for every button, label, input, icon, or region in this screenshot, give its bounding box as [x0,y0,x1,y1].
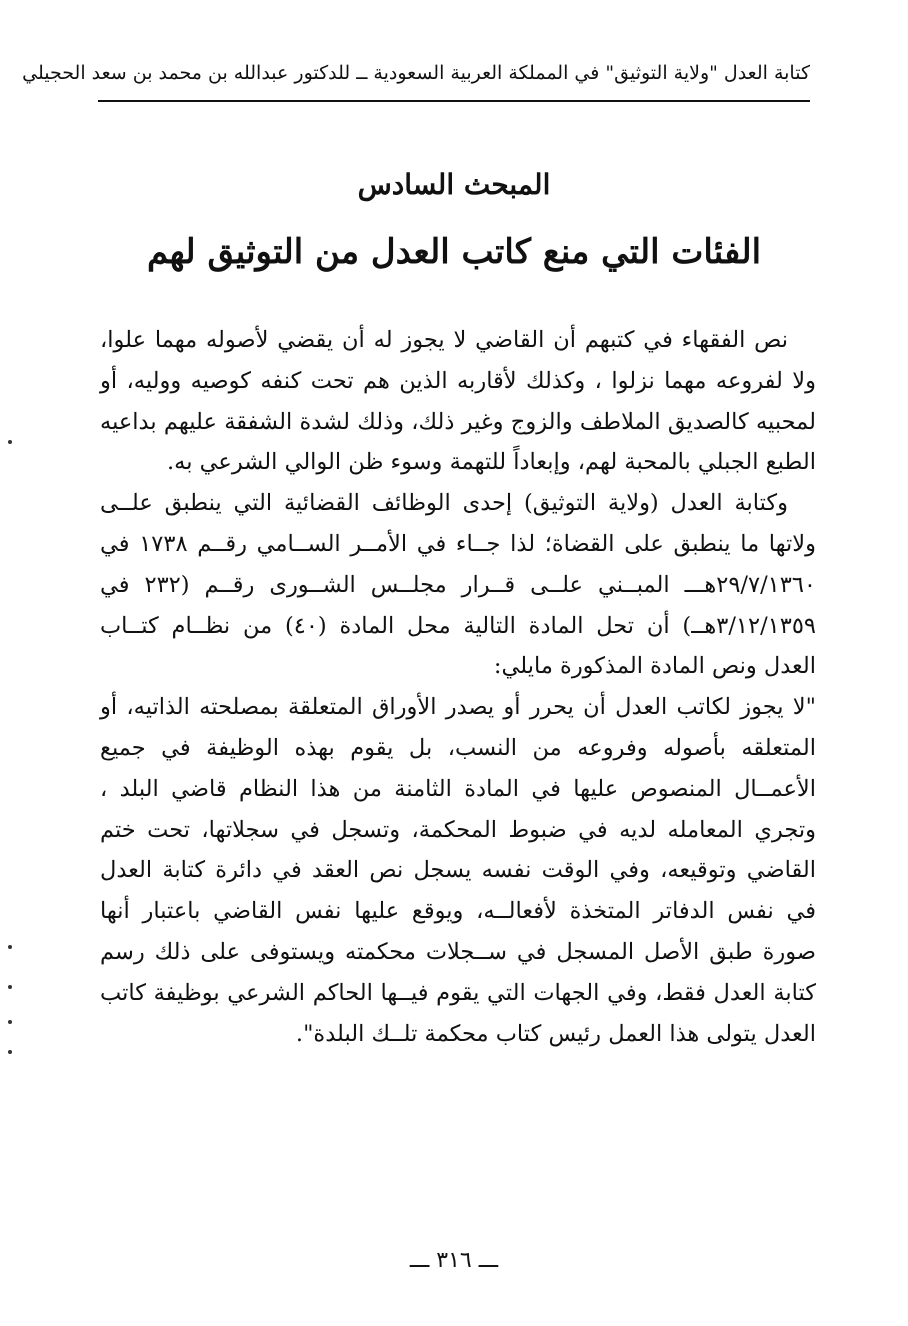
body-text [100,320,816,1054]
page-number: ـــ ٣١٦ ـــ [409,1248,499,1273]
chapter-title: الفئات التي منع كاتب العدل من التوثيق لهم [146,232,762,272]
quoted-paragraph: "لا يجوز لكاتب العدل أن يحرر أو يصدر الأوراق المتعلقة بمصلحته الذاتيه، أو المتعلقه بأصوله وفروعه من النسب، بل يقوم بهذه الوظيفة في جميع الأعمــال المنصوص عليها في المادة الثامنة من هذا النظام قاضي البلد ، وتجري المعامله لديه في ضبوط المحكمة، وتسجل في سجلاتها، تحت ختم القاضي وتوقيعه، وفي الوقت نفسه يسجل نص العقد في دائرة كتابة العدل في نفس الدفاتر المتخذة لأفعالــه، ويوقع عليها نفس القاضي باعتبار أنها صورة طبق الأصل المسجل في ســجلات محكمته ويستوفى على ذلك رسم كتابة العدل فقط، وفي الجهات التي يقوم فيــها الحاكم الشرعي بوظيفة كاتب العدل يتولى هذا العمل رئيس كتاب محكمة تلــك البلدة". [100,694,816,1047]
running-header: كتابة العدل "ولاية التوثيق" في المملكة العربية السعودية ــ للدكتور عبدالله بن محمد بن سعد الحجيلي [22,62,810,84]
paragraph: وكتابة العدل (ولاية التوثيق) إحدى الوظائف القضائية التي ينطبق علــى ولاتها ما ينطبق على القضاة؛ لذا جــاء في الأمــر الســامي رقــم ١٧٣٨ في ٢٩/٧/١٣٦٠هـــ المبــني علــى قــرار مجلــس الشــورى رقــم (٢٣٢ في ٣/١٢/١٣٥٩هــ) أن تحل المادة التالية محل المادة (٤٠) من نظــام كتــاب العدل ونص المادة المذكورة مايلي: [100,490,817,680]
margin-mark [8,945,12,949]
margin-mark [8,440,12,444]
margin-mark [8,1020,12,1024]
header-divider [98,100,810,102]
paragraph: نص الفقهاء في كتبهم أن القاضي لا يجوز له أن يقضي لأصوله مهما علوا، ولا لفروعه مهما نزلوا ، وكذلك لأقاربه الذين هم تحت كنفه كوصيه ووليه، أو لمحبيه كالصديق الملاطف والزوج وغير ذلك، وذلك لشدة الشفقة عليهم بداعيه الطبع الجبلي بالمحبة لهم، وإبعاداً للتهمة وسوء ظن الوالي الشرعي به. [100,327,816,476]
margin-mark [8,1050,12,1054]
section-title: المبحث السادس [357,168,551,201]
margin-mark [8,985,12,989]
